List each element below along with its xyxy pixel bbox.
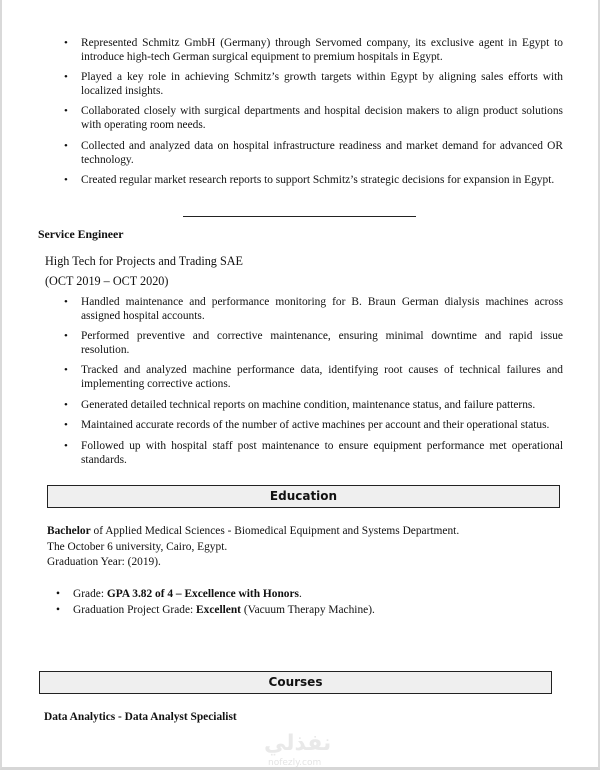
- degree-bold: Bachelor: [47, 525, 91, 537]
- project-value: Excellent: [196, 604, 241, 616]
- watermark-latin: nofezly.com: [268, 758, 322, 768]
- grade-label: Grade:: [73, 588, 107, 600]
- course-item: Data Analytics - Data Analyst Specialist: [44, 711, 237, 723]
- project-label: Graduation Project Grade:: [73, 604, 197, 616]
- experience-bullet: • Followed up with hospital staff post maintenance to ensure equipment performance met operational standards.: [81, 440, 563, 467]
- section-divider: [183, 216, 416, 217]
- grade-bullet: [73, 587, 302, 601]
- experience-bullet: • Represented Schmitz GmbH (Germany) through Servomed company, its exclusive agent in Egypt to introduce high-tech German surgical equipment to premium hospitals in Egypt.: [81, 37, 563, 64]
- graduation-line: Graduation Year: (2019).: [47, 556, 161, 568]
- project-bullet: [73, 603, 375, 617]
- university-line: The October 6 university, Cairo, Egypt.: [47, 541, 228, 553]
- grade-end: .: [299, 588, 302, 600]
- experience-bullet: • Tracked and analyzed machine performance data, identifying root causes of technical failures and implementing corrective actions.: [81, 364, 563, 391]
- company-name: High Tech for Projects and Trading SAE: [45, 254, 243, 268]
- education-heading: Education: [47, 485, 560, 508]
- grade-value: GPA 3.82 of 4 – Excellence with Honors: [106, 588, 299, 600]
- experience-bullet: • Handled maintenance and performance monitoring for B. Braun German dialysis machines across assigned hospital accounts.: [81, 296, 563, 323]
- experience-bullet: • Collaborated closely with surgical departments and hospital decision makers to align product solutions with operating room needs.: [81, 105, 563, 132]
- degree-line: [47, 524, 459, 538]
- experience-bullet: • Generated detailed technical reports on machine condition, maintenance status, and failure patterns.: [81, 399, 563, 413]
- courses-heading: Courses: [39, 671, 552, 694]
- watermark-arabic: نفذلي: [264, 731, 332, 756]
- job-dates: (OCT 2019 – OCT 2020): [45, 274, 169, 288]
- experience-bullet: • Played a key role in achieving Schmitz’s growth targets within Egypt by aligning sales efforts with localized insights.: [81, 71, 563, 98]
- experience-bullet: • Collected and analyzed data on hospital infrastructure readiness and market demand for advanced OR technology.: [81, 140, 563, 167]
- experience-bullet: • Created regular market research reports to support Schmitz’s strategic decisions for expansion in Egypt.: [81, 174, 563, 188]
- job-title: Service Engineer: [38, 227, 124, 241]
- project-rest: (Vacuum Therapy Machine).: [240, 604, 375, 616]
- degree-rest: of Applied Medical Sciences - Biomedical Equipment and Systems Department.: [90, 525, 460, 537]
- experience-bullet: • Performed preventive and corrective maintenance, ensuring minimal downtime and rapid issue resolution.: [81, 330, 563, 357]
- experience-bullet: • Maintained accurate records of the number of active machines per account and their operational status.: [81, 419, 563, 433]
